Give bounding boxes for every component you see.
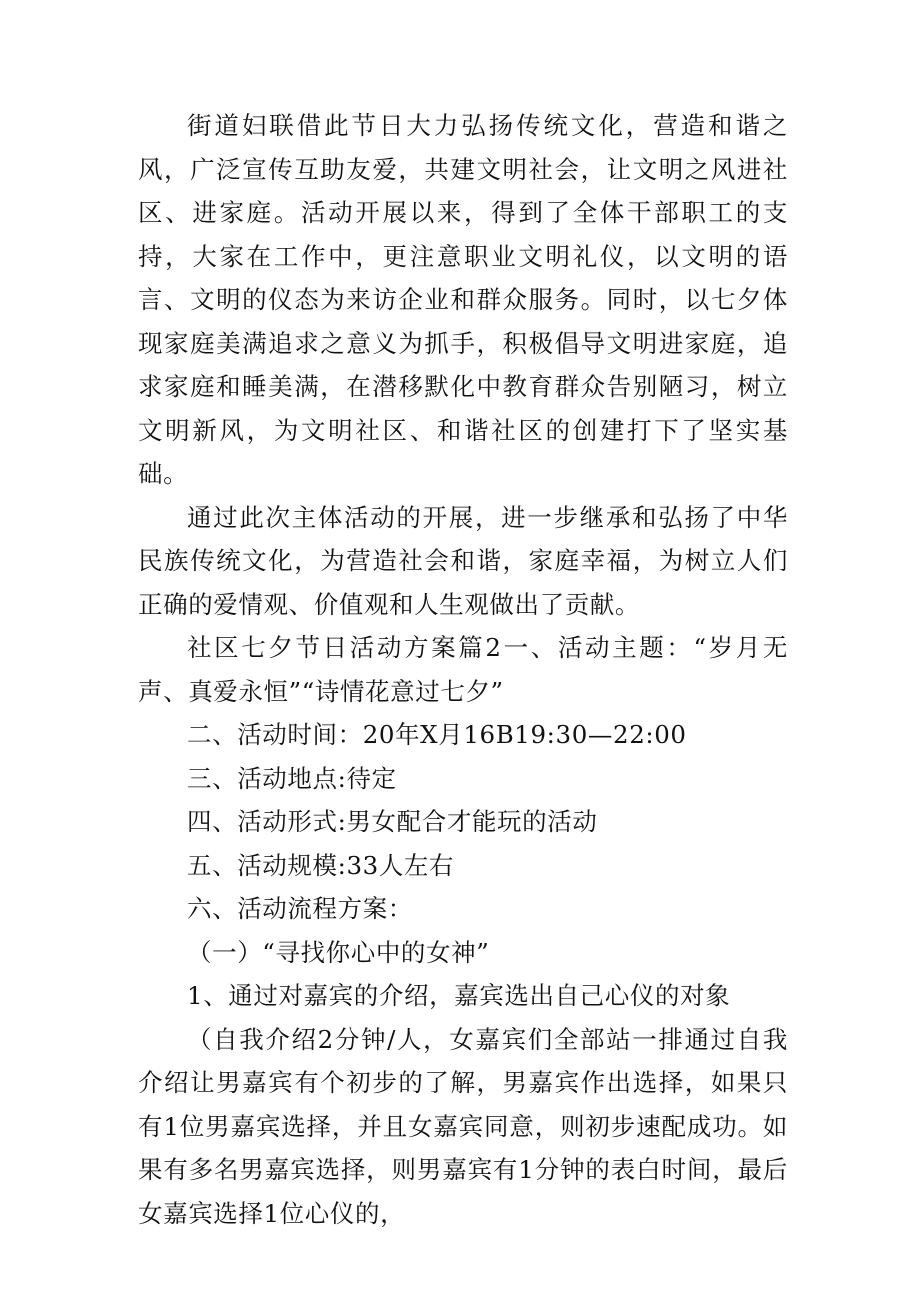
paragraph-8: 六、活动流程方案：: [187, 894, 413, 923]
paragraph-11: （自我介绍2分钟/人，女嘉宾们全部站一排通过自我介绍让男嘉宾有个初步的了解，男嘉宾作出选择，如果只有1位男嘉宾选择，并且女嘉宾同意，则初步速配成功。如果有多名男嘉宾选择，则男嘉宾有1分钟的表白时间，最后女嘉宾选择1位心仪的，: [138, 1024, 788, 1228]
paragraph-10: 1、通过对嘉宾的介绍，嘉宾选出自己心仪的对象: [187, 981, 731, 1010]
paragraph-9: （一）“寻找你心中的女神”: [187, 937, 490, 967]
document-page: [138, 104, 788, 1235]
paragraph-5: 三、活动地点:待定: [187, 763, 397, 793]
paragraph-2: 通过此次主体活动的开展，进一步继承和弘扬了中华民族传统文化，为营造社会和谐，家庭幸福，为树立人们正确的爱情观、价值观和人生观做出了贡献。: [138, 502, 788, 619]
paragraph-4: 二、活动时间：20年X月16B19:30—22:00: [187, 720, 687, 749]
paragraph-6: 四、活动形式:男女配合才能玩的活动: [187, 807, 598, 836]
paragraph-1: 街道妇联借此节日大力弘扬传统文化，营造和谐之风，广泛宣传互助友爱，共建文明社会，让文明之风进社区、进家庭。活动开展以来，得到了全体干部职工的支持，大家在工作中，更注意职业文明礼仪，以文明的语言、文明的仪态为来访企业和群众服务。同时，以七夕体现家庭美满追求之意义为抓手，积极倡导文明进家庭，追求家庭和睡美满，在潜移默化中教育群众告别陋习，树立文明新风，为文明社区、和谐社区的创建打下了坚实基础。: [138, 111, 788, 488]
paragraph-7: 五、活动规模:33人左右: [187, 850, 455, 880]
paragraph-3: 社区七夕节日活动方案篇2一、活动主题：“岁月无声、真爱永恒”“诗情花意过七夕”: [138, 633, 788, 706]
